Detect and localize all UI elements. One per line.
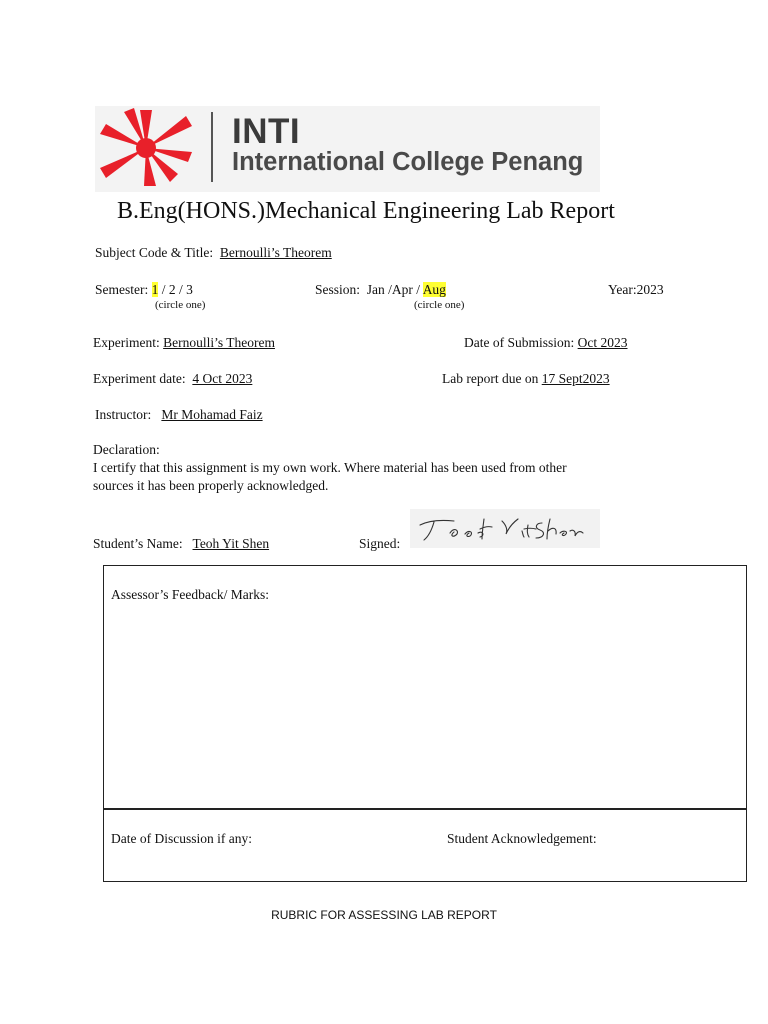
session-label: Session: — [315, 282, 361, 297]
semester-row: Semester: 1 / 2 / 3 — [95, 282, 193, 297]
instructor-row — [95, 407, 263, 423]
year-value: 2023 — [636, 282, 664, 297]
experiment-row — [93, 335, 293, 351]
submission-value: Oct 2023 — [577, 335, 628, 350]
year-row — [608, 282, 664, 298]
student-name-value: Teoh Yit Shen — [192, 536, 270, 551]
rubric-heading: RUBRIC FOR ASSESSING LAB REPORT — [271, 908, 497, 922]
subject-label: Subject Code & Title: — [95, 245, 214, 260]
experiment-date-value: 4 Oct 2023 — [192, 371, 253, 386]
semester-option-3[interactable]: 3 — [186, 282, 193, 297]
signature-scribble — [410, 509, 600, 548]
feedback-label: Assessor’s Feedback/ Marks: — [111, 587, 269, 602]
submission-label: Date of Submission: — [464, 335, 575, 350]
declaration-line-1: I certify that this assignment is my own work. Where material has been used from other — [93, 460, 567, 475]
logo-divider — [211, 112, 213, 182]
instructor-value: Mr Mohamad Faiz — [161, 407, 263, 422]
due-row — [442, 371, 614, 387]
semester-option-1[interactable]: 1 — [151, 282, 159, 297]
session-hint: (circle one) — [414, 299, 465, 311]
discussion-label: Date of Discussion if any: — [111, 831, 252, 846]
submission-row — [464, 335, 628, 351]
declaration-heading: Declaration: — [93, 442, 160, 457]
logo-brand-text: INTI — [232, 112, 301, 151]
student-name-label: Student’s Name: — [93, 536, 183, 551]
inti-star-logo-icon — [98, 108, 194, 188]
discussion-box — [103, 808, 747, 882]
due-label: Lab report due on — [442, 371, 539, 386]
report-title: B.Eng(HONS.)Mechanical Engineering Lab Report — [117, 198, 615, 224]
logo-college-text: International College Penang — [232, 148, 584, 176]
experiment-date-label: Experiment date: — [93, 371, 186, 386]
subject-row — [95, 245, 332, 261]
semester-hint: (circle one) — [155, 299, 206, 311]
signature-image — [410, 509, 600, 548]
feedback-box — [103, 565, 747, 809]
due-value: 17 Sept2023 — [541, 371, 610, 386]
instructor-label: Instructor: — [95, 407, 152, 422]
acknowledgement-label: Student Acknowledgement: — [447, 831, 597, 846]
session-option-apr[interactable]: Apr — [391, 282, 413, 297]
experiment-value: Bernoulli’s Theorem — [163, 335, 275, 350]
session-option-jan[interactable]: Jan — [366, 282, 385, 297]
semester-label: Semester: — [95, 282, 149, 297]
semester-option-2[interactable]: 2 — [168, 282, 176, 297]
subject-value: Bernoulli’s Theorem — [219, 245, 332, 260]
session-option-aug[interactable]: Aug — [422, 282, 446, 297]
year-label: Year: — [608, 282, 637, 297]
session-row: Session: Jan /Apr / Aug — [315, 282, 446, 297]
signed-label: Signed: — [359, 536, 401, 551]
declaration-line-2: sources it has been properly acknowledged. — [93, 478, 329, 493]
student-row — [93, 536, 299, 552]
experiment-label: Experiment: — [93, 335, 160, 350]
experiment-date-row — [93, 371, 252, 387]
